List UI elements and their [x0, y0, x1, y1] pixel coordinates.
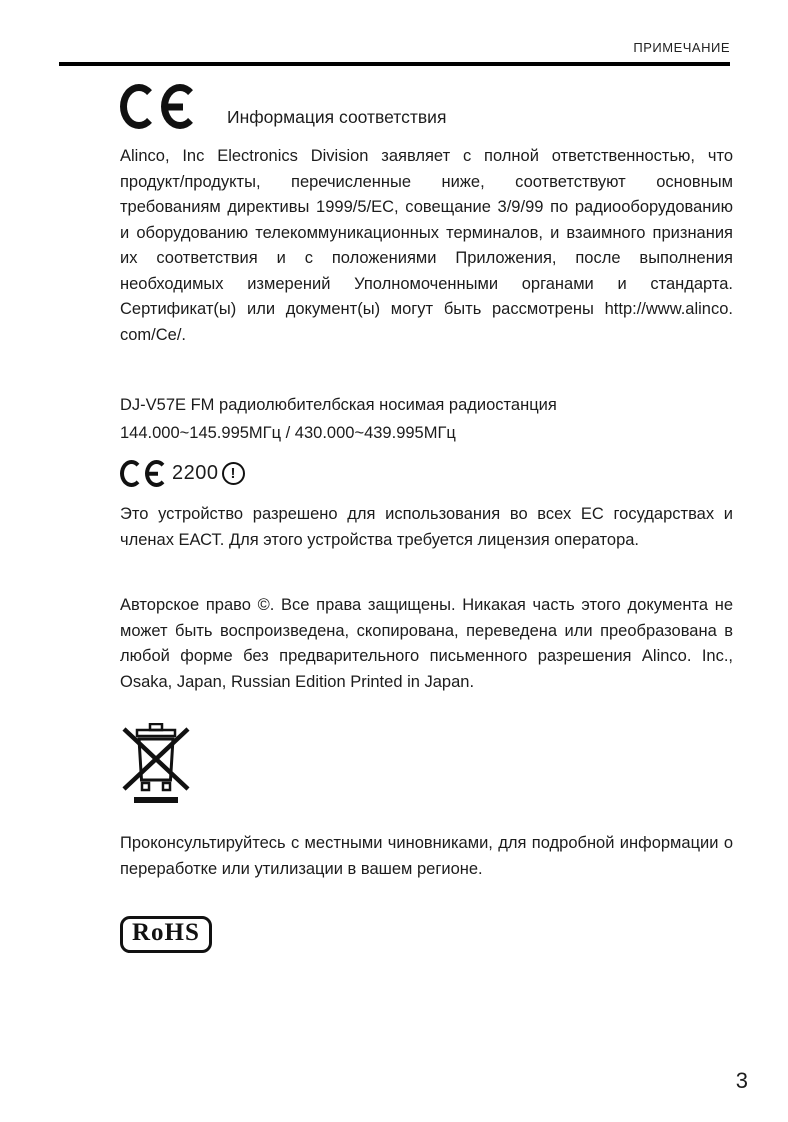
alert-icon: [222, 462, 245, 485]
ce-heading-row: [120, 84, 733, 129]
notified-body-number: 2200: [172, 462, 219, 484]
weee-bin-icon: [120, 723, 192, 807]
ce-number-row: [120, 460, 733, 487]
ce-small-icon: [120, 460, 168, 487]
recycling-paragraph: Проконсультируйтесь с местными чиновниками, для подробной информации о переработке или утилизации в вашем регионе.: [120, 834, 733, 878]
copyright-paragraph: Авторское право ©. Все права защищены. Никакая часть этого документа не может быть воспроизведена, скопирована, переведена или преобразована в любой форме без предварительного письменного разрешения Alinco. Inc., Osaka, Japan, Russian Edition Printed in Japan.: [120, 596, 733, 691]
content-column: [120, 84, 733, 953]
header-double-rule: [59, 62, 730, 66]
ce-mark-icon: [120, 84, 199, 129]
section-title: Информация соответствия: [227, 106, 447, 127]
alert-glyph: !: [230, 465, 236, 482]
ce-letter-e: [145, 460, 168, 487]
rohs-badge: [120, 916, 212, 953]
ce-e-bar: [168, 103, 183, 110]
header-label: ПРИМЕЧАНИЕ: [633, 40, 730, 55]
declaration-paragraph: Alinco, Inc Electronics Division заявляет с полной ответственностью, что продукт/продукты, перечисленные ниже, соответствуют основным требованиям директивы 1999/5/EC, совещание 3/9/99 по радиооборудованию и оборудованию телекоммуникационных терминалов, и взаимного признания их соответствия и с положениями Приложения, после выполнения необходимых измерений Уполномоченными органами и стандарта. Сертификат(ы) или документ(ы) могут быть рассмотрены http://www.alinco. com/Ce/.: [120, 147, 733, 344]
page-number: 3: [735, 1068, 748, 1093]
product-name-line: DJ-V57E FM радиолюбителбская носимая радиостанция: [120, 396, 557, 414]
ce-letter-c: [120, 460, 143, 487]
page-header: [59, 40, 730, 66]
usage-paragraph: Это устройство разрешено для использования во всех ЕС государствах и членах ЕАСТ. Для этого устройства требуется лицензия оператора.: [120, 505, 733, 549]
frequency-range-line: 144.000~145.995МГц / 430.000~439.995МГц: [120, 423, 456, 442]
ce-letter-c: [120, 84, 158, 129]
rohs-label: RoHS: [132, 919, 200, 946]
ce-e-bar: [149, 471, 158, 476]
ce-letter-e: [161, 84, 199, 129]
